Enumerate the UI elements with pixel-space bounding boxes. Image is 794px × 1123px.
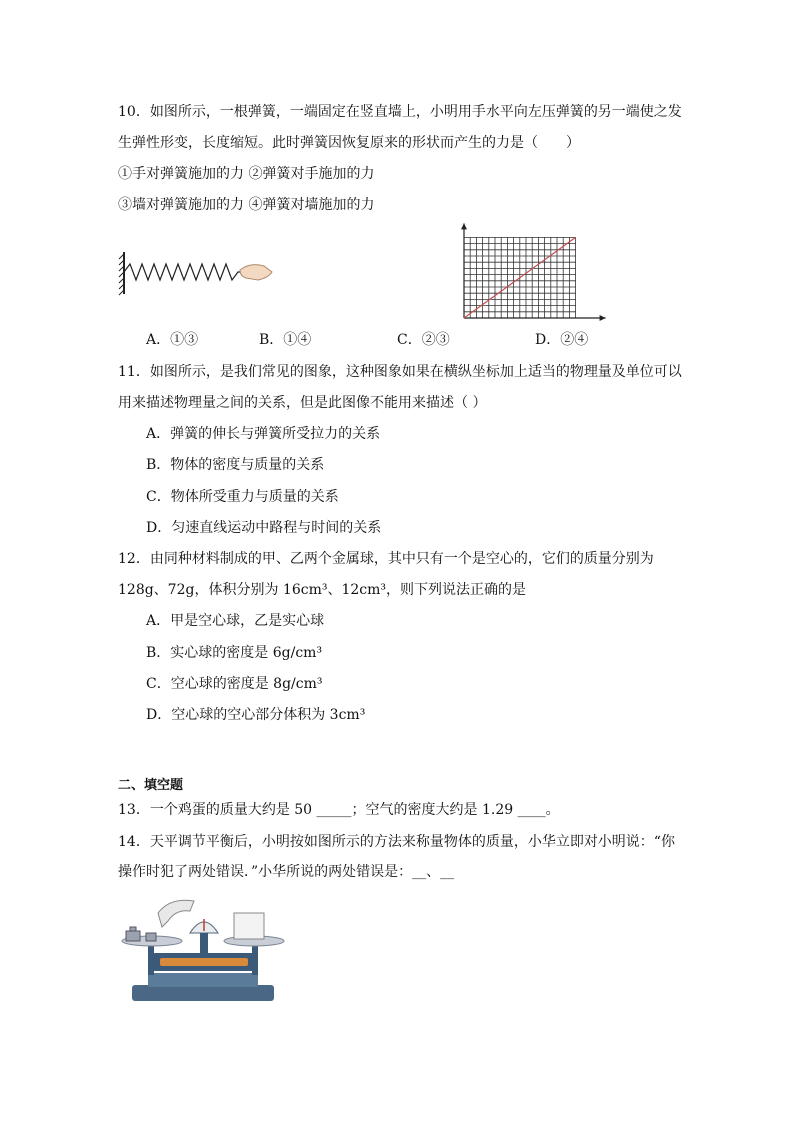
- hand-icon: [240, 265, 272, 280]
- q10-option-c: C．②③: [397, 332, 450, 348]
- q10-statement-1: ①手对弹簧施加的力 ②弹簧对手施加的力: [118, 166, 375, 182]
- q11-line-2: 用来描述物理量之间的关系，但是此图像不能用来描述（ ）: [118, 395, 487, 411]
- spring-figure: [118, 250, 288, 300]
- q14-line-2: 操作时犯了两处错误．”小华所说的两处错误是：__、__: [118, 864, 455, 880]
- q12-option-c: C．空心球的密度是 8g/cm³: [146, 676, 323, 692]
- q12-option-d: D．空心球的空心部分体积为 3cm³: [146, 707, 366, 723]
- q12-line-2: 128g、72g，体积分别为 16cm³、12cm³，则下列说法正确的是: [118, 582, 526, 598]
- q10-option-d: D．②④: [535, 332, 589, 348]
- hand-icon: [158, 900, 194, 927]
- balance-scale-figure: [118, 893, 288, 1008]
- section-heading: 二、填空题: [118, 778, 184, 793]
- q11-option-a: A．弹簧的伸长与弹簧所受拉力的关系: [146, 426, 381, 442]
- q12-line-1: 12．由同种材料制成的甲、乙两个金属球，其中只有一个是空心的，它们的质量分别为: [118, 551, 654, 567]
- line-graph-figure: [454, 226, 614, 326]
- q14-line-1: 14．天平调节平衡后，小明按如图所示的方法来称量物体的质量，小华立即对小明说：“你: [118, 834, 675, 850]
- q13-line-1: 13．一个鸡蛋的质量大约是 50 _____；空气的密度大约是 1.29 ____。: [118, 802, 560, 818]
- q10-option-a: A．①③: [146, 332, 199, 348]
- q11-option-d: D．匀速直线运动中路程与时间的关系: [146, 520, 382, 536]
- q10-line-2: 生弹性形变，长度缩短。此时弹簧因恢复原来的形状而产生的力是（ ）: [118, 135, 580, 151]
- q10-statement-2: ③墙对弹簧施加的力 ④弹簧对墙施加的力: [118, 197, 375, 213]
- object-box: [234, 913, 264, 939]
- q12-option-a: A．甲是空心球，乙是实心球: [146, 613, 325, 629]
- x-axis-arrow: [600, 315, 606, 321]
- weight-icon: [126, 931, 140, 941]
- q11-line-1: 11．如图所示，是我们常见的图象，这种图象如果在横纵坐标加上适当的物理量及单位可以: [118, 364, 682, 380]
- q11-option-c: C．物体所受重力与质量的关系: [146, 489, 339, 505]
- q10-option-b: B．①④: [259, 332, 312, 348]
- q12-option-b: B．实心球的密度是 6g/cm³: [146, 645, 323, 661]
- q10-line-1: 10．如图所示，一根弹簧，一端固定在竖直墙上，小明用手水平向左压弹簧的另一端使之发: [118, 104, 682, 120]
- y-axis-arrow: [461, 223, 467, 229]
- q11-option-b: B．物体的密度与质量的关系: [146, 457, 325, 473]
